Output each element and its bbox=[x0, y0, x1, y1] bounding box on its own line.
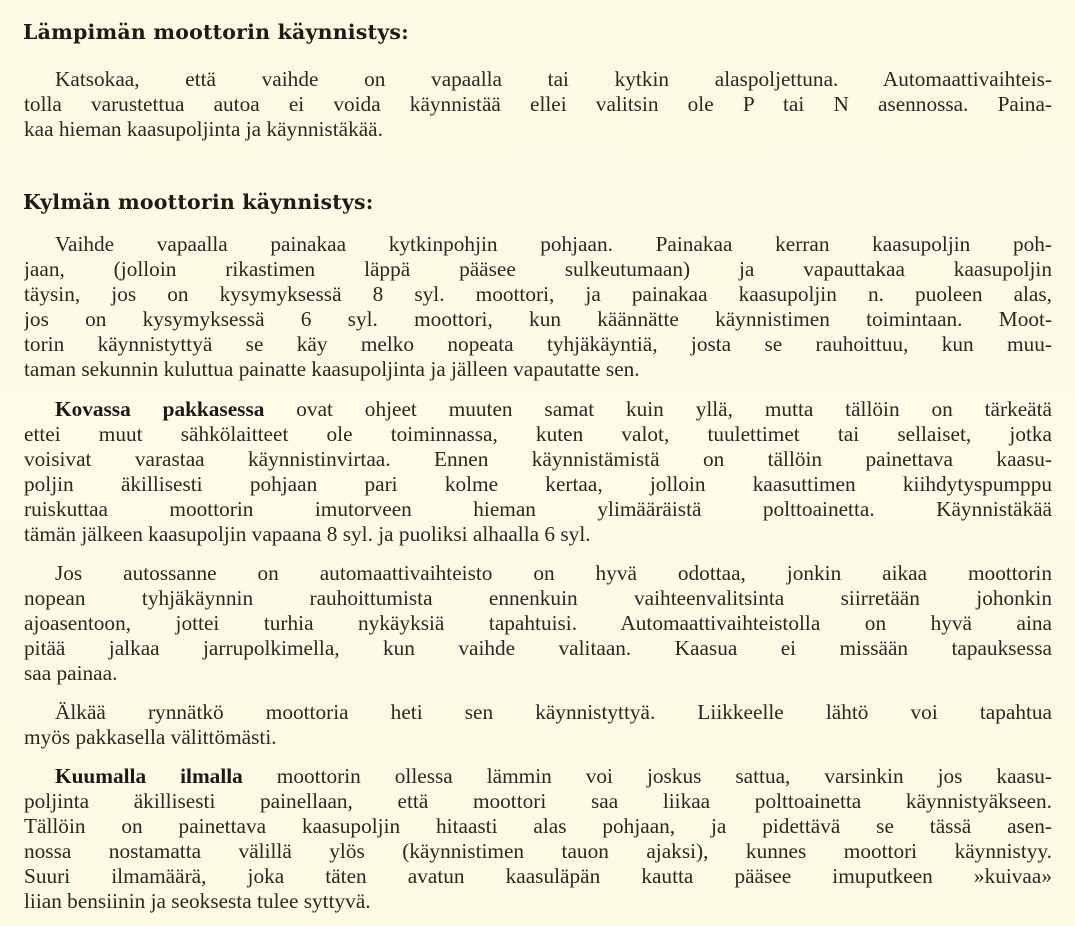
text-line: ettei muut sähkölaitteet ole toiminnassa, kuten valot, tuulettimet tai sellaiset, jotka bbox=[24, 422, 1052, 446]
text-line: täysin, jos on kysymyksessä 8 syl. moottori, ja painakaa kaasupoljin n. puoleen alas, bbox=[24, 282, 1052, 306]
text-run: ovat ohjeet muuten samat kuin yllä, mutta tällöin on tärkeätä bbox=[264, 397, 1052, 421]
text-line: liian bensiinin ja seoksesta tulee syttyvä. bbox=[24, 889, 371, 913]
bold-lead-hot-weather: Kuumalla ilmalla bbox=[55, 764, 243, 788]
text-line: nossa nostamatta välillä ylös (käynnistimen tauon ajaksi), kunnes moottori käynnistyy. bbox=[24, 839, 1052, 863]
text-line: Jos autossanne on automaattivaihteisto on hyvä odottaa, jonkin aikaa moottorin bbox=[55, 561, 1052, 585]
text-line: Suuri ilmamäärä, joka täten avatun kaasuläpän kautta pääsee imuputkeen »kuivaa» bbox=[24, 864, 1052, 888]
text-line: pitää jalkaa jarrupolkimella, kun vaihde valitaan. Kaasua ei missään tapauksessa bbox=[24, 636, 1052, 660]
text-line: Katsokaa, että vaihde on vapaalla tai kytkin alaspoljettuna. Automaattivaihteis- bbox=[55, 67, 1052, 91]
text-line: ruiskuttaa moottorin imutorveen hieman ylimääräistä polttoainetta. Käynnistäkää bbox=[24, 497, 1052, 521]
text-line: tolla varustettua autoa ei voida käynnistää ellei valitsin ole P tai N asennossa. Paina- bbox=[24, 92, 1052, 116]
text-line: ajoasentoon, jottei turhia nykäyksiä tapahtuisi. Automaattivaihteistolla on hyvä aina bbox=[24, 611, 1052, 635]
section-heading-cold-start: Kylmän moottorin käynnistys: bbox=[23, 190, 374, 214]
text-line-hot-weather bbox=[55, 764, 1052, 789]
text-line: torin käynnistyttyä se käy melko nopeata tyhjäkäyntiä, josta se rauhoittuu, kun muu- bbox=[24, 332, 1052, 356]
text-line: Vaihde vapaalla painakaa kytkinpohjin pohjaan. Painakaa kerran kaasupoljin poh- bbox=[55, 232, 1052, 256]
text-line: taman sekunnin kuluttua painatte kaasupoljinta ja jälleen vapautatte sen. bbox=[24, 357, 640, 381]
text-line: voisivat varastaa käynnistinvirtaa. Ennen käynnistämistä on tällöin painettava kaasu- bbox=[24, 447, 1052, 471]
text-line: Tällöin on painettava kaasupoljin hitaasti alas pohjaan, ja pidettävä se tässä asen- bbox=[24, 814, 1052, 838]
text-line-severe-frost bbox=[55, 397, 1052, 422]
text-line: jos on kysymyksessä 6 syl. moottori, kun käännätte käynnistimen toimintaan. Moot- bbox=[24, 307, 1052, 331]
text-line: myös pakkasella välittömästi. bbox=[24, 725, 277, 749]
bold-lead-severe-frost: Kovassa pakkasessa bbox=[55, 397, 265, 421]
text-line: Älkää rynnätkö moottoria heti sen käynnistyttyä. Liikkeelle lähtö voi tapahtua bbox=[55, 700, 1052, 724]
text-line: nopean tyhjäkäynnin rauhoittumista ennenkuin vaihteenvalitsinta siirretään johonkin bbox=[24, 586, 1052, 610]
text-line: jaan, (jolloin rikastimen läppä pääsee sulkeutumaan) ja vapauttakaa kaasupoljin bbox=[24, 257, 1052, 281]
text-line: poljin äkillisesti pohjaan pari kolme kertaa, jolloin kaasuttimen kiihdytyspumppu bbox=[24, 472, 1052, 496]
text-line: tämän jälkeen kaasupoljin vapaana 8 syl. ja puoliksi alhaalla 6 syl. bbox=[24, 522, 591, 546]
section-heading-warm-start: Lämpimän moottorin käynnistys: bbox=[23, 20, 409, 44]
text-line: kaa hieman kaasupoljinta ja käynnistäkää. bbox=[24, 117, 383, 141]
text-line: poljinta äkillisesti painellaan, että moottori saa liikaa polttoainetta käynnistyäkseen. bbox=[24, 789, 1052, 813]
text-run: moottorin ollessa lämmin voi joskus sattua, varsinkin jos kaasu- bbox=[242, 764, 1052, 788]
text-line: saa painaa. bbox=[24, 661, 118, 685]
